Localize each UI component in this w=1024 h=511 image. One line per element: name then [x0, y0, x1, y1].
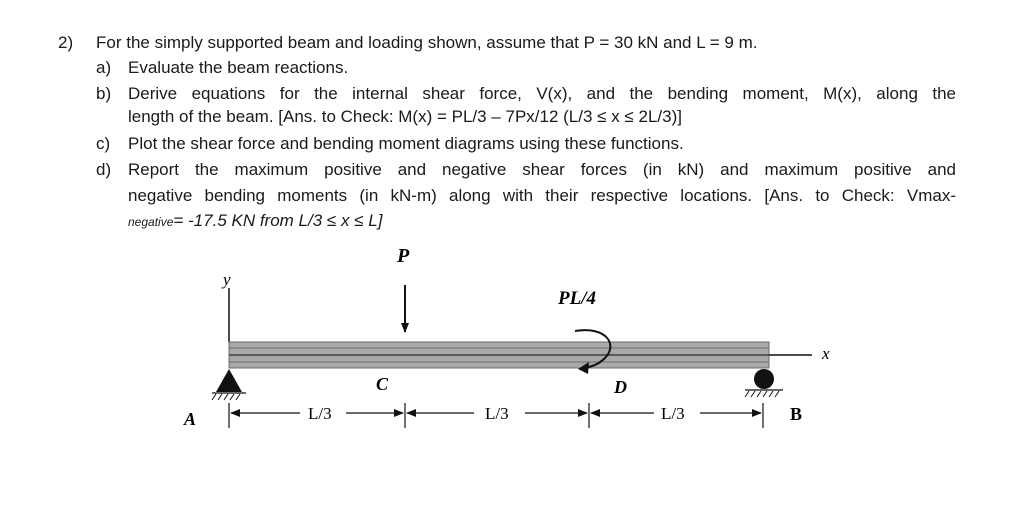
part-d-label: d) — [96, 160, 112, 179]
question-intro: For the simply supported beam and loading shown, assume that P = 30 kN and L = 9 m. — [96, 33, 758, 52]
label-x: x — [822, 344, 830, 363]
label-moment: PL/4 — [558, 288, 596, 309]
label-p: P — [397, 245, 410, 267]
roller-support-b — [754, 369, 774, 389]
v-max-subscript: negative — [128, 215, 174, 229]
label-a: A — [184, 409, 197, 429]
part-b-line2: length of the beam. [Ans. to Check: M(x) = PL/3 – 7Px/12 (L/3 ≤ x ≤ 2L/3)] — [128, 107, 682, 126]
part-a-text: Evaluate the beam reactions. — [128, 58, 349, 77]
part-b-label: b) — [96, 84, 112, 103]
part-c-label: c) — [96, 134, 111, 153]
label-b: B — [790, 404, 803, 424]
label-y: y — [223, 270, 231, 289]
part-a-label: a) — [96, 58, 112, 77]
part-d-line1: Report the maximum positive and negative shear forces (in kN) and maximum positive and — [128, 160, 956, 179]
label-c: C — [376, 374, 389, 394]
segment-label-2: L/3 — [485, 404, 509, 423]
part-b-line1: Derive equations for the internal shear force, V(x), and the bending moment, M(x), along the — [128, 84, 956, 103]
part-c-text: Plot the shear force and bending moment diagrams using these functions. — [128, 134, 684, 153]
pin-support-a — [216, 369, 242, 392]
segment-label-3: L/3 — [661, 404, 685, 423]
label-d: D — [614, 377, 627, 397]
part-d-line2: negative bending moments (in kN-m) along with their respective locations. [Ans. to Check: Vmax- — [128, 186, 956, 205]
question-number: 2) — [58, 33, 74, 52]
segment-label-1: L/3 — [308, 404, 332, 423]
part-d-answer: = -17.5 KN from L/3 ≤ x ≤ L] — [173, 211, 383, 230]
